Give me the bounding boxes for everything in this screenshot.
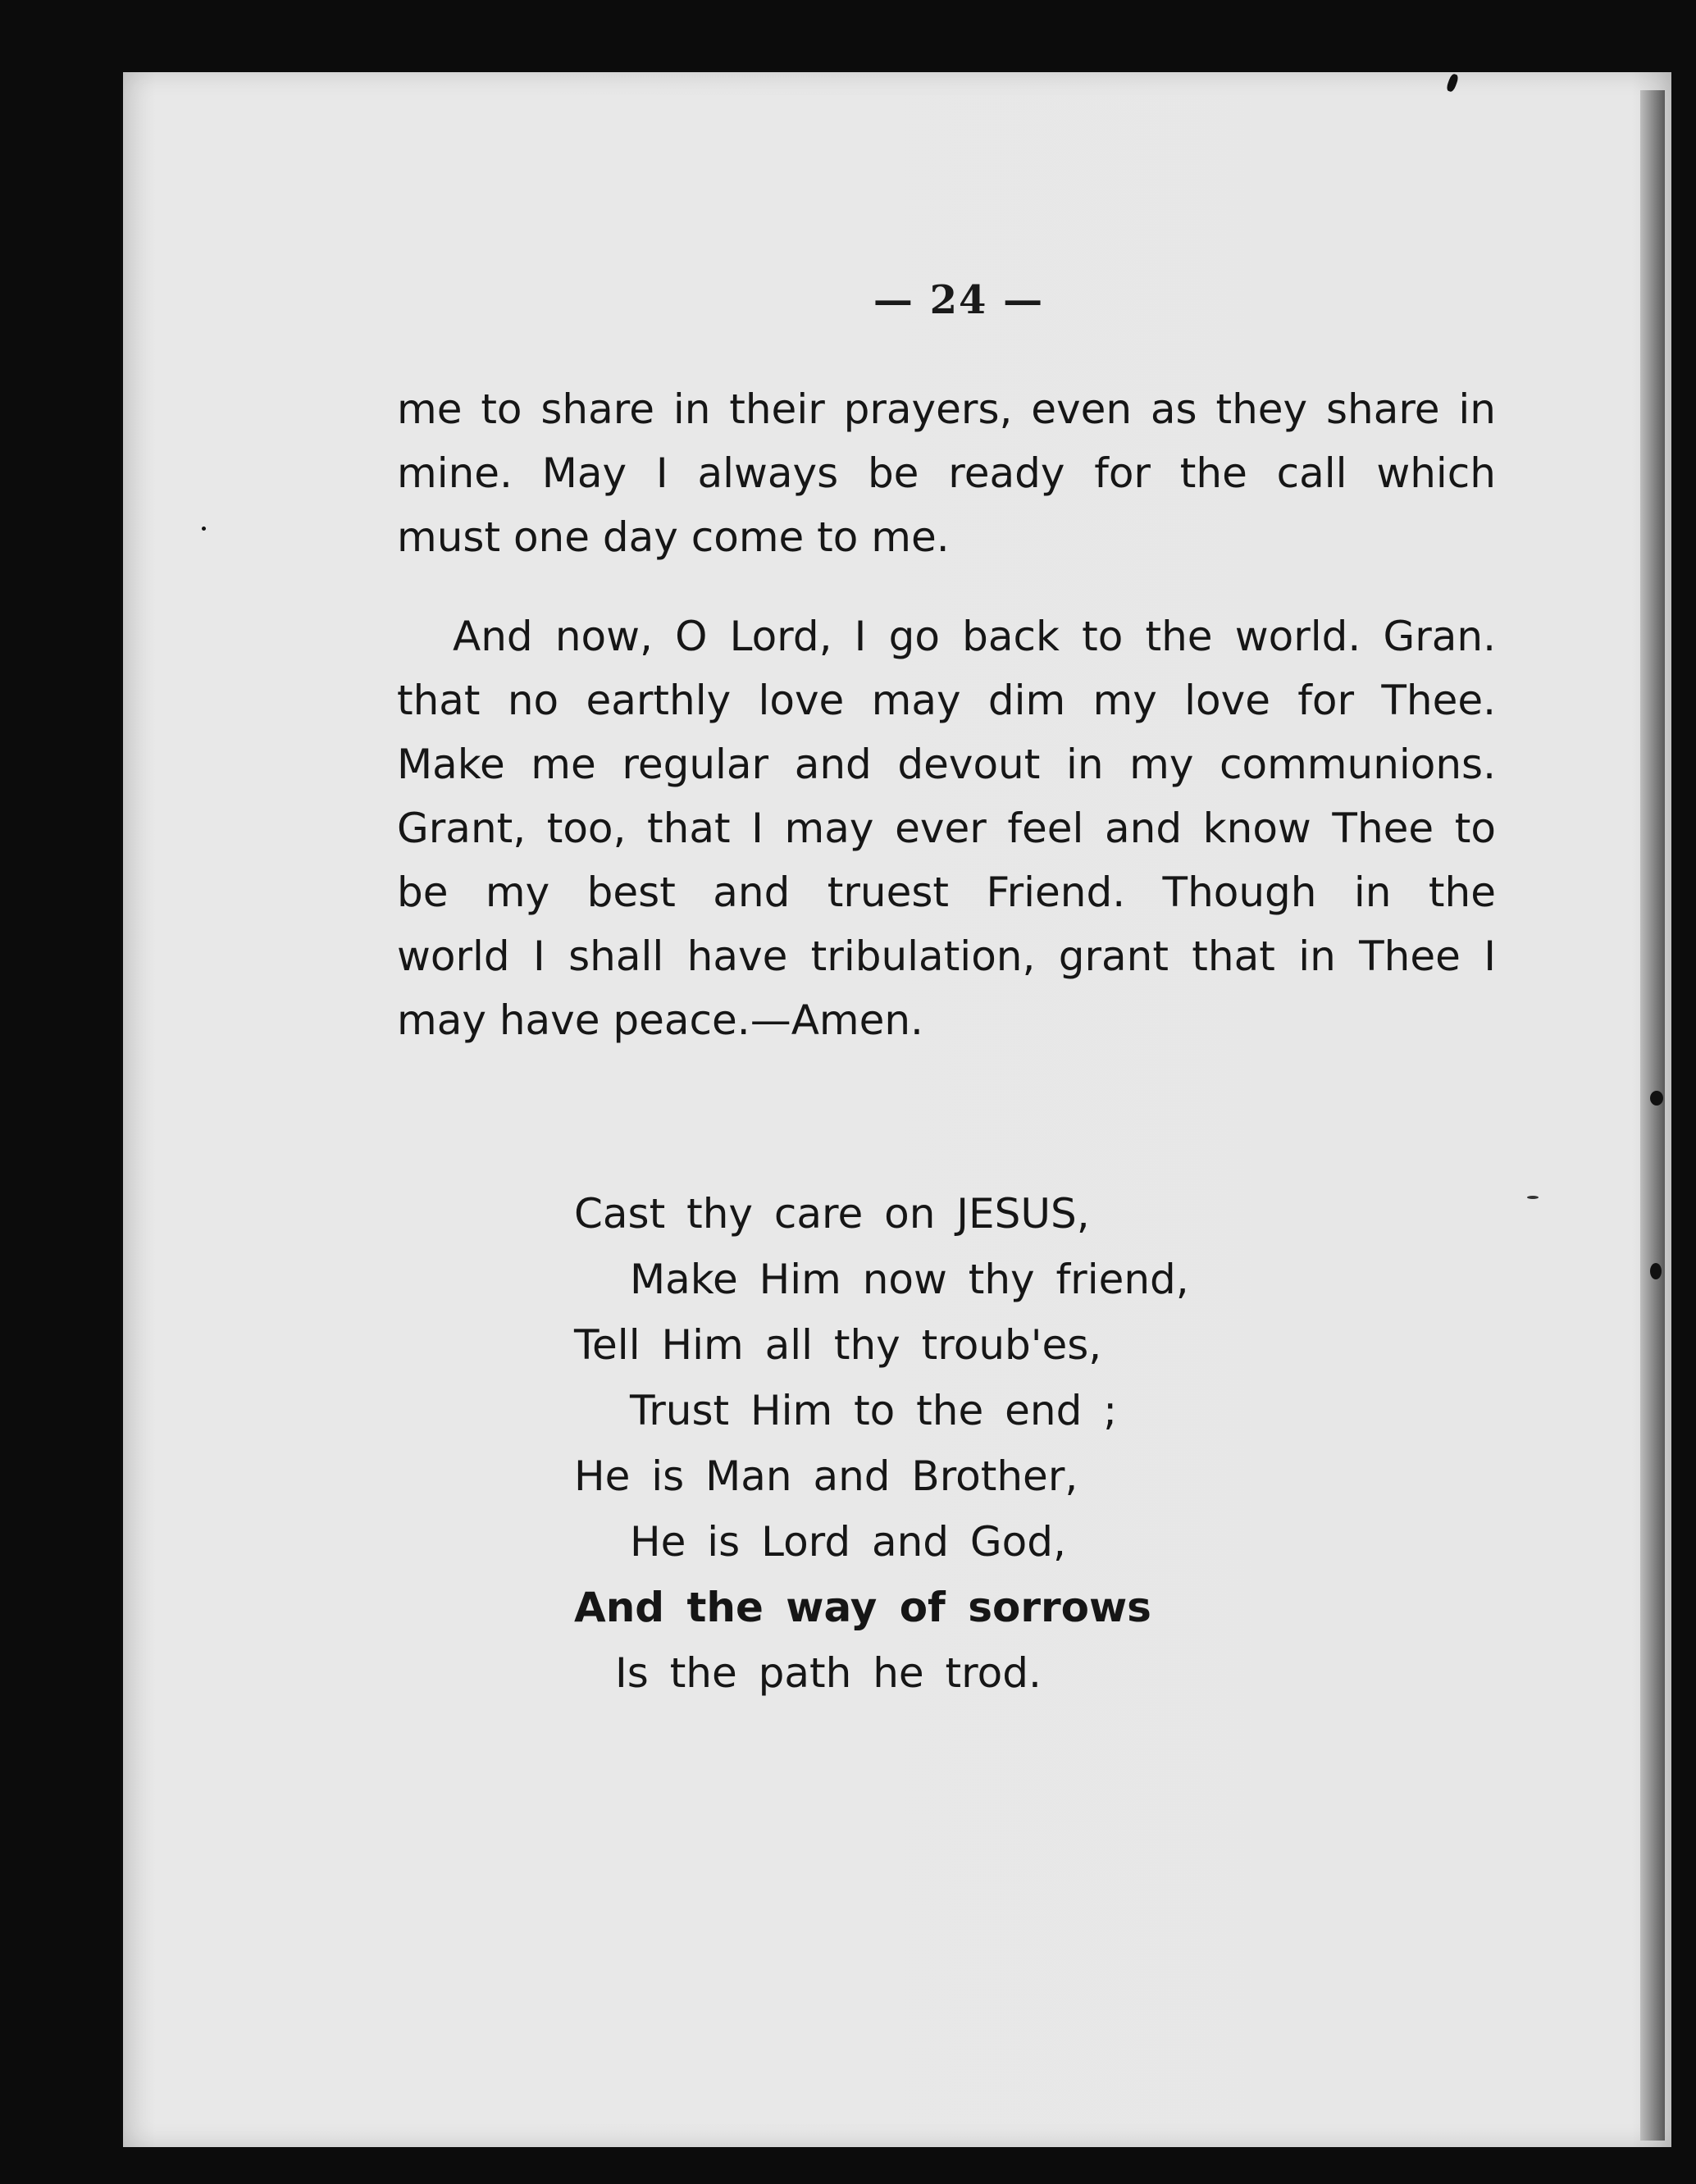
page-number: — 24 — — [873, 277, 1045, 323]
text-line: mine. May I always be ready for the call which — [397, 449, 1496, 497]
scan-speck — [1650, 1263, 1662, 1279]
poem-verse: Trust Him to the end ; — [630, 1387, 1118, 1434]
paragraph-1 — [397, 377, 1496, 569]
text-line: Grant, too, that I may ever feel and know Thee to — [397, 805, 1496, 852]
text-line: And now, O Lord, I go back to the world. Gran. — [453, 613, 1496, 660]
poem-verse: And the way of sorrows — [574, 1584, 1151, 1631]
text-line: world I shall have tribulation, grant that in Thee I — [397, 932, 1496, 980]
poem-verse: Tell Him all thy troub'es, — [574, 1321, 1102, 1369]
poem-verse: Is the path he trod. — [615, 1649, 1042, 1697]
poem-stanza — [574, 1181, 1189, 1706]
text-line: me to share in their prayers, even as they share in — [397, 385, 1496, 433]
text-line: may have peace.—Amen. — [397, 996, 923, 1044]
text-line: that no earthly love may dim my love for Thee. — [397, 677, 1496, 724]
paragraph-2 — [397, 604, 1496, 1052]
text-line: must one day come to me. — [397, 513, 950, 561]
scan-speck — [1650, 1091, 1663, 1106]
page-edge-shadow — [1640, 90, 1665, 2141]
poem-verse: He is Lord and God, — [630, 1518, 1066, 1566]
poem-verse: He is Man and Brother, — [574, 1452, 1078, 1500]
scan-speck — [1527, 1196, 1539, 1199]
poem-verse: Cast thy care on JESUS, — [574, 1190, 1090, 1238]
text-line: Make me regular and devout in my communions. — [397, 741, 1496, 788]
scan-speck — [202, 527, 206, 531]
poem-verse: Make Him now thy friend, — [630, 1256, 1189, 1303]
text-line: be my best and truest Friend. Though in the — [397, 869, 1496, 916]
